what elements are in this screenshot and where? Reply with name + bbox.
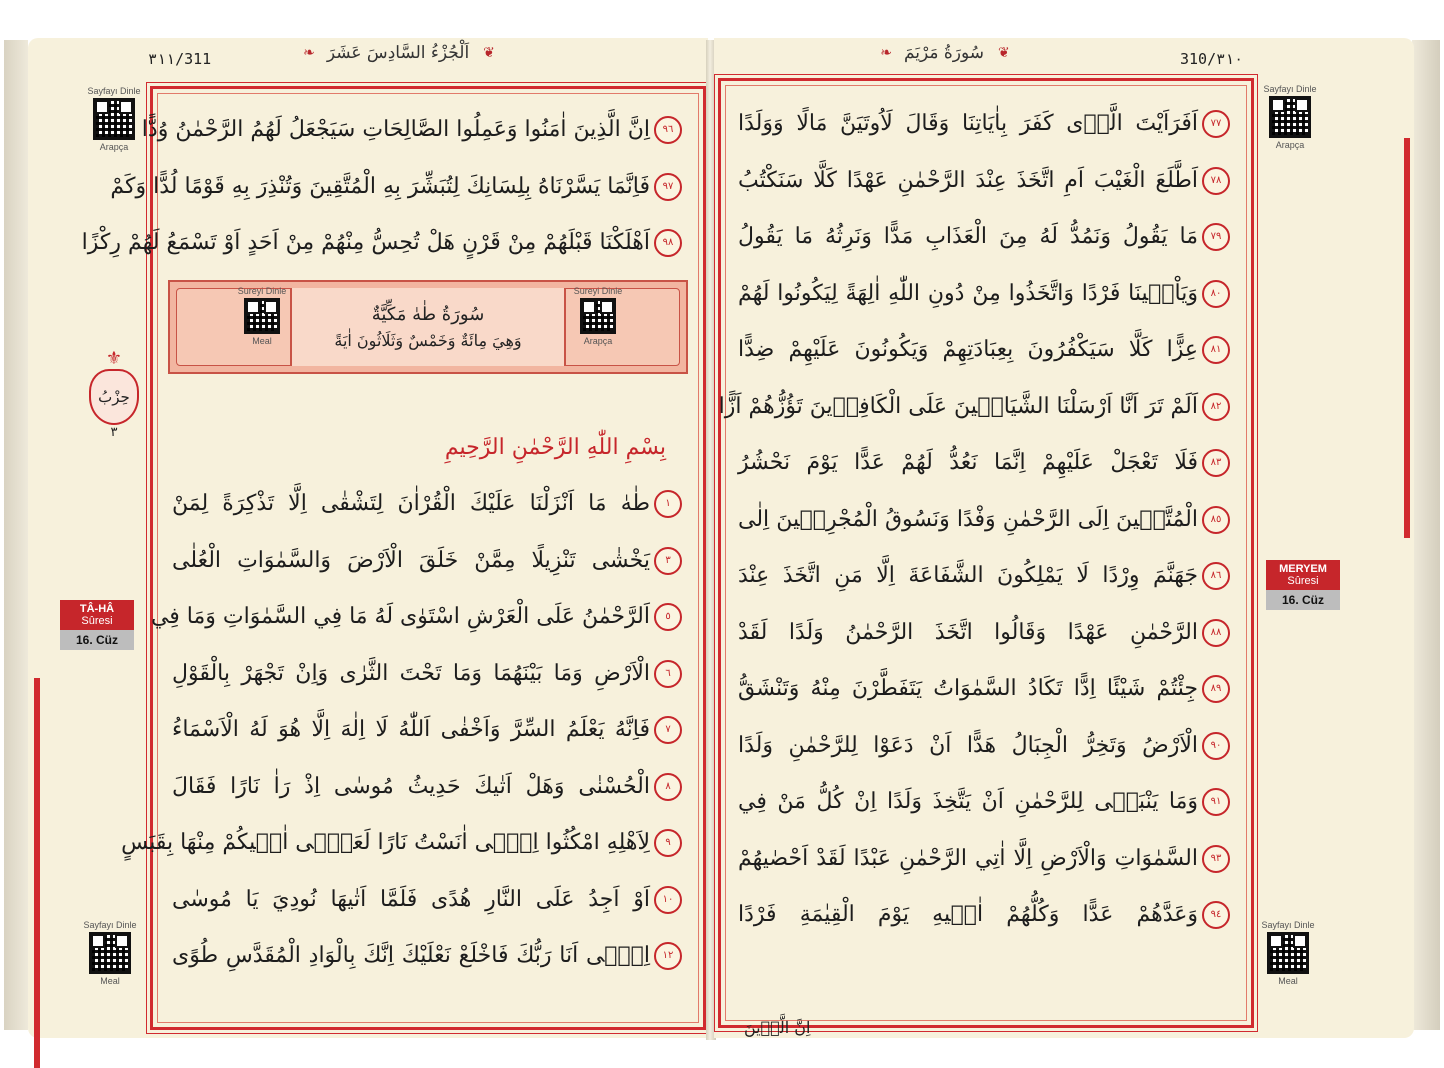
thumb-index-right [1404, 138, 1410, 538]
ayah-marker: ٨٠ [1202, 280, 1230, 308]
surah-qr-meal[interactable] [234, 286, 290, 346]
verse-text: اَطَّلَعَ الْغَيْبَ اَمِ اتَّخَذَ عِنْدَ الرَّحْمٰنِ عَهْدًا كَلَّا سَنَكْتُبُ [738, 167, 1198, 193]
qr-caption: Sayfayı Dinle [1261, 920, 1315, 930]
right-page-number: 310/٣١٠ [1180, 50, 1244, 68]
ayah-marker: ٨٥ [1202, 506, 1230, 534]
tab-red [1266, 560, 1340, 590]
verse-text: جَهَنَّمَ وِرْدًا لَا يَمْلِكُونَ الشَّفَاعَةَ اِلَّا مَنِ اتَّخَذَ عِنْدَ [738, 563, 1198, 588]
ornament-icon: ❧ [303, 45, 313, 61]
verse-text: اَوْ اَجِدُ عَلَى النَّارِ هُدًى فَلَمَّا اَتٰيهَا نُودِيَ يَا مُوسٰى [172, 886, 650, 912]
left-verses-bottom [121, 476, 686, 985]
verse-text: الْحُسْنٰى وَهَلْ اَتٰيكَ حَدِيثُ مُوسٰى اِذْ رَاٰ نَارًا فَقَالَ [172, 773, 650, 799]
ayah-marker: ٨٣ [1202, 449, 1230, 477]
ornament-icon: ❦ [998, 45, 1008, 61]
left-header-title: اَلْجُزْءُ السَّادِسَ عَشَرَ [326, 43, 470, 63]
ayah-marker: ٨١ [1202, 336, 1230, 364]
verse-line [738, 605, 1234, 662]
tab-red [60, 600, 134, 630]
qr-sub: Meal [1278, 976, 1298, 986]
tab-surah-name: MERYEM [1279, 563, 1327, 575]
ornament-icon: ⚜ [105, 348, 123, 369]
tab-juz: 16. Cüz [60, 630, 134, 650]
verse-line [738, 774, 1234, 831]
surah-header-center [290, 288, 566, 366]
verse-text: عِزًّا كَلَّا سَيَكْفُرُونَ بِعِبَادَتِهِمْ وَيَكُونُونَ عَلَيْهِمْ ضِدًّا [738, 337, 1198, 362]
ayah-marker: ٧٧ [1202, 110, 1230, 138]
qr-code-icon [1269, 96, 1311, 138]
verse-line [172, 759, 686, 816]
verse-line [738, 153, 1234, 210]
verse-text: اَلَمْ تَرَ اَنَّا اَرْسَلْنَا الشَّيَاطٖينَ عَلَى الْكَافِرٖينَ تَؤُزُّهُمْ اَزًّا [718, 393, 1198, 419]
tab-surah-sub: Sûresi [81, 615, 113, 627]
verse-line [738, 718, 1234, 775]
ayah-marker: ٩١ [1202, 788, 1230, 816]
tab-surah-name: TÂ-HÂ [79, 603, 115, 615]
verse-text: جِئْتُمْ شَيْئًا اِدًّا تَكَادُ السَّمٰوَاتُ يَتَفَطَّرْنَ مِنْهُ وَتَنْشَقُّ [738, 676, 1198, 701]
verse-line [141, 102, 686, 159]
ayah-marker: ٧ [654, 716, 682, 744]
left-page-edges [4, 40, 28, 1030]
hizb-number: ٣ [110, 425, 118, 440]
surah-header-box [168, 280, 688, 374]
left-qr-bottom[interactable] [82, 920, 138, 986]
verse-line [738, 435, 1234, 492]
qr-caption: Sayfayı Dinle [83, 920, 137, 930]
ayah-marker: ٨٦ [1202, 562, 1230, 590]
verse-line [738, 492, 1234, 549]
verse-text: اِنَّ الَّذِينَ اٰمَنُوا وَعَمِلُوا الصَّالِحَاتِ سَيَجْعَلُ لَهُمُ الرَّحْمٰنُ وُدًّا [141, 117, 650, 142]
qr-caption: Sureyi Dinle [237, 286, 287, 296]
ayah-marker: ٩٣ [1202, 845, 1230, 873]
verse-line [172, 533, 686, 590]
verse-line [738, 661, 1234, 718]
verse-line [172, 872, 686, 929]
right-page-edges [1412, 40, 1440, 1030]
verse-text: مَا يَقُولُ وَنَمُدُّ لَهُ مِنَ الْعَذَابِ مَدًّا وَنَرِثُهُ مَا يَقُولُ [738, 224, 1198, 249]
tab-juz: 16. Cüz [1266, 590, 1340, 610]
right-page [714, 38, 1414, 1038]
ayah-marker: ٩٠ [1202, 732, 1230, 760]
hizb-marker [84, 348, 144, 440]
verse-line [738, 548, 1234, 605]
right-page-number-wrap [1180, 42, 1243, 76]
verse-line [121, 815, 686, 872]
verse-text: يَخْشٰى تَنْزِيلًا مِمَّنْ خَلَقَ الْاَرْضَ وَالسَّمٰوَاتِ الْعُلٰى [172, 547, 650, 573]
right-header-title: سُورَةُ مَرْيَمَ [903, 43, 985, 63]
verse-line [81, 215, 686, 272]
qr-caption: Sayfayı Dinle [87, 86, 141, 96]
hizb-label: حِزْبُ [98, 388, 130, 406]
right-qr-top[interactable] [1262, 84, 1318, 150]
qr-sub: Meal [252, 336, 272, 346]
ayah-marker: ٨ [654, 773, 682, 801]
surah-tab-taha[interactable] [60, 600, 134, 650]
verse-line [150, 589, 686, 646]
verse-text: لِاَهْلِهِ امْكُثُوا اِنّٖى اٰنَسْتُ نَارًا لَعَلّٖى اٰتٖيكُمْ مِنْهَا بِقَبَسٍ [121, 830, 650, 855]
qr-caption: Sayfayı Dinle [1263, 84, 1317, 94]
verse-line [172, 702, 686, 759]
ayah-marker: ٦ [654, 660, 682, 688]
verse-line [738, 266, 1234, 323]
ayah-marker: ٨٢ [1202, 393, 1230, 421]
verse-text: وَمَا يَنْبَغٖى لِلرَّحْمٰنِ اَنْ يَتَّخِذَ وَلَدًا اِنْ كُلُّ مَنْ فِي [738, 789, 1198, 814]
ayah-marker: ٧٨ [1202, 167, 1230, 195]
right-header [824, 38, 1064, 68]
qr-code-icon [93, 98, 135, 140]
surah-subtitle: وَهِيَ مِائَةٌ وَخَمْسٌ وَثَلَاثُونَ اٰيَةً [334, 331, 522, 350]
ayah-marker: ٩٤ [1202, 901, 1230, 929]
qr-sub: Arapça [583, 336, 613, 346]
verse-line [738, 96, 1234, 153]
hizb-medallion [89, 369, 139, 425]
verse-text: الْاَرْضُ وَتَخِرُّ الْجِبَالُ هَدًّا اَنْ دَعَوْا لِلرَّحْمٰنِ وَلَدًا [738, 732, 1198, 758]
verse-line [172, 476, 686, 533]
verse-text: فَاِنَّهُ يَعْلَمُ السِّرَّ وَاَخْفٰى اَللّٰهُ لَا اِلٰهَ اِلَّا هُوَ لَهُ الْاَسْمَاءُ [172, 717, 650, 742]
basmala: بِسْمِ اللّٰهِ الرَّحْمٰنِ الرَّحِيمِ [444, 435, 666, 460]
ayah-marker: ١ [654, 490, 682, 518]
qr-code-icon [89, 932, 131, 974]
ayah-marker: ٨٨ [1202, 619, 1230, 647]
surah-qr-arabic[interactable] [570, 286, 626, 346]
ayah-marker: ٩ [654, 829, 682, 857]
left-page [28, 38, 708, 1038]
ayah-marker: ٣ [654, 547, 682, 575]
verse-text: الْمُتَّقٖينَ اِلَى الرَّحْمٰنِ وَفْدًا وَنَسُوقُ الْمُجْرِمٖينَ اِلٰى [738, 506, 1198, 532]
surah-title: سُورَةُ طٰهٰ مَكِّيَّةٌ [371, 304, 485, 325]
left-header [278, 38, 518, 68]
ayah-marker: ٩٧ [654, 173, 682, 201]
ayah-marker: ٩٦ [654, 116, 682, 144]
left-qr-top[interactable] [86, 86, 142, 152]
qr-sub: Meal [100, 976, 120, 986]
ayah-marker: ٨٩ [1202, 675, 1230, 703]
verse-text: وَيَاْتٖينَا فَرْدًا وَاتَّخَذُوا مِنْ دُونِ اللّٰهِ اٰلِهَةً لِيَكُونُوا لَهُمْ [738, 280, 1198, 306]
verse-line [718, 379, 1234, 436]
verse-text: الرَّحْمٰنِ عَهْدًا وَقَالُوا اتَّخَذَ الرَّحْمٰنُ وَلَدًا لَقَدْ [738, 619, 1198, 645]
verse-text: الْاَرْضِ وَمَا بَيْنَهُمَا وَمَا تَحْتَ الثَّرٰى وَاِنْ تَجْهَرْ بِالْقَوْلِ [172, 660, 650, 686]
catchword: اِنَّ الَّذٖينَ [744, 1018, 811, 1037]
ayah-marker: ٧٩ [1202, 223, 1230, 251]
left-page-number-wrap [148, 42, 211, 76]
verse-text: اَفَرَاَيْتَ الَّذٖى كَفَرَ بِاٰيَاتِنَا وَقَالَ لَاُوتَيَنَّ مَالًا وَوَلَدًا [738, 111, 1198, 136]
ornament-icon: ❧ [880, 45, 890, 61]
ayah-marker: ٩٨ [654, 229, 682, 257]
ayah-marker: ١٢ [654, 942, 682, 970]
verse-text: فَلَا تَعْجَلْ عَلَيْهِمْ اِنَّمَا نَعُدُّ لَهُمْ عَدًّا يَوْمَ نَحْشُرُ [738, 450, 1198, 475]
verse-text: اَهْلَكْنَا قَبْلَهُمْ مِنْ قَرْنٍ هَلْ تُحِسُّ مِنْهُمْ مِنْ اَحَدٍ اَوْ تَسْمَعُ لَهُمْ رِكْزًا [81, 230, 650, 255]
surah-tab-meryem[interactable] [1266, 560, 1340, 610]
qr-code-icon [1267, 932, 1309, 974]
ornament-icon: ❦ [483, 45, 493, 61]
qr-sub: Arapça [99, 142, 129, 152]
basmala-wrap [172, 424, 686, 472]
tab-surah-sub: Sûresi [1287, 575, 1319, 587]
verse-text: اَلرَّحْمٰنُ عَلَى الْعَرْشِ اسْتَوٰى لَهُ مَا فِي السَّمٰوَاتِ وَمَا فِي [150, 604, 650, 629]
qr-sub: Arapça [1275, 140, 1305, 150]
verse-line [172, 646, 686, 703]
ayah-marker: ٥ [654, 603, 682, 631]
left-page-number: ٣١١/311 [148, 50, 212, 68]
verse-line [738, 831, 1234, 888]
verse-text: السَّمٰوَاتِ وَالْاَرْضِ اِلَّا اٰتِي الرَّحْمٰنِ عَبْدًا لَقَدْ اَحْصٰيهُمْ [738, 845, 1198, 871]
verse-line [110, 159, 686, 216]
verse-line [738, 322, 1234, 379]
verse-text: وَعَدَّهُمْ عَدًّا وَكُلُّهُمْ اٰتٖيهِ يَوْمَ الْقِيٰمَةِ فَرْدًا [738, 902, 1198, 927]
verse-line [738, 887, 1234, 944]
qr-code-icon [580, 298, 616, 334]
verse-line [172, 928, 686, 985]
thumb-index-left [34, 678, 40, 1068]
verse-text: فَاِنَّمَا يَسَّرْنَاهُ بِلِسَانِكَ لِتُبَشِّرَ بِهِ الْمُتَّقِينَ وَتُنْذِرَ بِهِ قَوْمًا لُدًّا وَكَمْ [110, 173, 650, 199]
qr-code-icon [244, 298, 280, 334]
right-verses [718, 96, 1234, 944]
qr-caption: Sureyi Dinle [573, 286, 623, 296]
verse-line [738, 209, 1234, 266]
ayah-marker: ١٠ [654, 886, 682, 914]
verse-text: اِنّٖى اَنَا رَبُّكَ فَاخْلَعْ نَعْلَيْكَ اِنَّكَ بِالْوَادِ الْمُقَدَّسِ طُوًى [172, 943, 650, 968]
right-qr-bottom[interactable] [1260, 920, 1316, 986]
verse-text: طٰهٰ مَا اَنْزَلْنَا عَلَيْكَ الْقُرْاٰنَ لِتَشْقٰى اِلَّا تَذْكِرَةً لِمَنْ [172, 491, 650, 516]
